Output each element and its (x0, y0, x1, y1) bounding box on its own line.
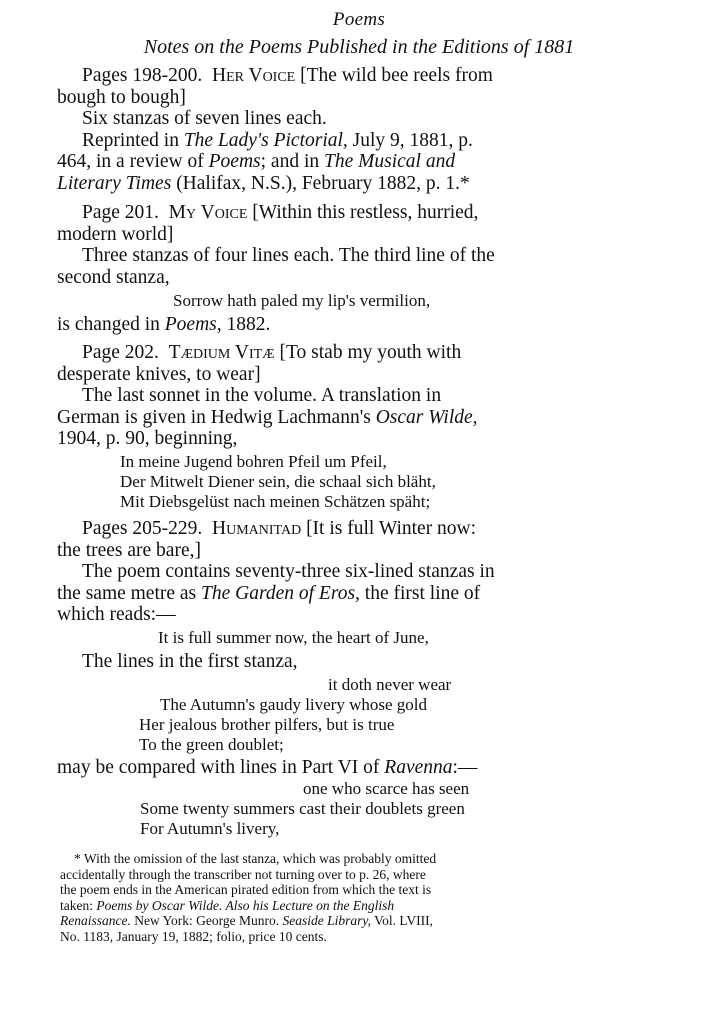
publication-title: The Musical and (324, 151, 456, 172)
entry-humanitad (57, 518, 607, 626)
compare-note: may be compared with lines in Part VI of Ravenna:— (57, 757, 478, 778)
verse-line: one who scarce has seen (303, 779, 470, 798)
series-title: Seaside Library, (282, 913, 371, 928)
poem-title: Tædium Vitæ (168, 342, 275, 363)
poem-title: My Voice (168, 202, 248, 223)
verse-line: Her jealous brother pilfers, but is true (139, 715, 395, 734)
entry-reprint-note: Reprinted in The Lady's Pictorial, July 9, 1881, p. 464, in a review of Poems; and in The Musical and Literary Times (Halifax, N.S.), February 1882, p. 1.* (57, 129, 473, 194)
quoted-line: Sorrow hath paled my lip's vermilion, (173, 291, 431, 310)
entry-form-note: Six stanzas of seven lines each. (82, 108, 327, 129)
entry-metre-note: The poem contains seventy-three six-lined stanzas in the same metre as The Garden of Eros, the first line of which reads:— (57, 561, 495, 625)
entry-her-voice (57, 65, 607, 194)
notes-title: Notes on the Poems Published in the Editions of 1881 (143, 36, 575, 58)
publication-title: Renaissance. (60, 913, 131, 928)
publication-title: The Lady's Pictorial, (183, 129, 348, 151)
entry-heading: Page 202. Tædium Vitæ [To stab my youth with desperate knives, to wear] (57, 342, 462, 385)
poem-title: Humanitad (212, 518, 302, 539)
running-head: Poems (332, 9, 386, 30)
publication-title: Poems (208, 151, 261, 172)
german-verse (120, 452, 436, 512)
entry-change-note: is changed in Poems, 1882. (57, 314, 271, 335)
entry-translation-note: The last sonnet in the volume. A translation in German is given in Hedwig Lachmann's Oscar Wilde, 1904, p. 90, beginning, (57, 385, 478, 449)
entry-heading: Pages 198-200. Her Voice [The wild bee reels from bough to bough] (57, 65, 493, 108)
entry-heading: Page 201. My Voice [Within this restless, hurried, modern world] (57, 202, 479, 245)
entry-my-voice (57, 202, 607, 288)
verse-line: To the green doublet; (139, 735, 284, 754)
publication-title: Literary Times (57, 172, 172, 194)
publication-title: Poems, (164, 314, 222, 335)
entry-taedium-vitae (57, 342, 607, 450)
publication-title: The Garden of Eros, (201, 582, 360, 604)
entry-form-note: Three stanzas of four lines each. The third line of the second stanza, (57, 245, 495, 288)
verse-line: it doth never wear (328, 675, 452, 694)
publication-title: Oscar Wilde, (375, 406, 478, 428)
quoted-verse (139, 675, 452, 755)
verse-line: In meine Jugend bohren Pfeil um Pfeil, (120, 452, 387, 471)
lines-intro: The lines in the first stanza, (82, 651, 298, 672)
verse-line: Some twenty summers cast their doublets green (140, 799, 465, 818)
quoted-line: It is full summer now, the heart of June, (158, 628, 429, 647)
quoted-verse (140, 779, 469, 839)
verse-line: For Autumn's livery, (140, 819, 280, 838)
publication-title: Ravenna (384, 757, 453, 778)
verse-line: The Autumn's gaudy livery whose gold (160, 695, 428, 714)
verse-line: Mit Diebsgelüst nach meinen Schätzen späht; (120, 492, 431, 511)
verse-line: Der Mitwelt Diener sein, die schaal sich bläht, (120, 472, 436, 491)
poem-title: Her Voice (212, 65, 296, 86)
footnote: * With the omission of the last stanza, which was probably omitted accidentally through the transcriber not turning over to p. 26, where the poem ends in the American pirated edition from which the text is taken: Poems by Oscar Wilde. Also his Lecture on the English Renaissance. New York: George Munro. Seaside Library, Vol. LVIII, No. 1183, January 19, 1882; folio, price 10 cents. (60, 851, 437, 944)
publication-title: Poems by Oscar Wilde. Also his Lecture on the English (96, 897, 395, 913)
entry-heading: Pages 205-229. Humanitad [It is full Winter now: the trees are bare,] (57, 518, 477, 561)
